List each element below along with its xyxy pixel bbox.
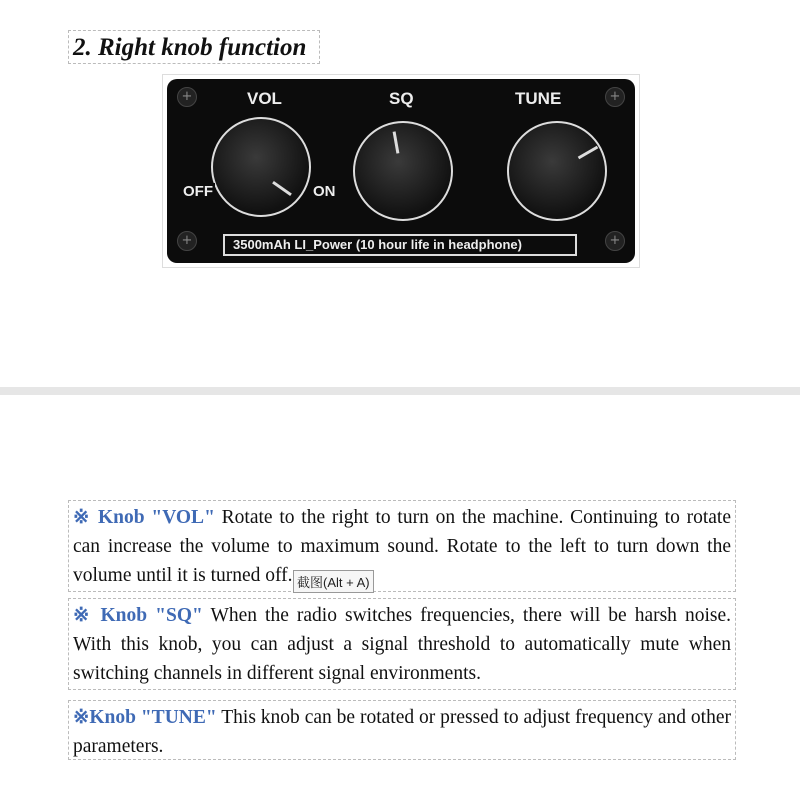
divider xyxy=(0,387,800,395)
device-panel xyxy=(167,79,635,263)
battery-plate: 3500mAh LI_Power (10 hour life in headphone) xyxy=(223,234,577,256)
off-label: OFF xyxy=(183,183,213,200)
vol-keyword: Knob "VOL" xyxy=(98,507,215,528)
screenshot-tooltip: 截图(Alt + A) xyxy=(293,570,374,593)
sq-description: ※ Knob "SQ" When the radio switches frequencies, there will be harsh noise. With this knob, you can adjust a signal threshold to automatically mute when switching channels in different signal environments. xyxy=(68,598,736,690)
sq-keyword: Knob "SQ" xyxy=(100,605,203,626)
sq-knob xyxy=(353,121,453,221)
vol-description: ※ Knob "VOL" Rotate to the right to turn on the machine. Continuing to rotate can increase the volume to maximum sound. Rotate to the left to turn down the volume until it is turned off. xyxy=(68,500,736,592)
tune-keyword: Knob "TUNE" xyxy=(89,707,217,728)
sq-label: SQ xyxy=(389,89,414,108)
tune-knob xyxy=(507,121,607,221)
device-photo xyxy=(162,74,640,268)
screw-icon: + xyxy=(177,87,197,107)
tune-label: TUNE xyxy=(515,89,562,108)
screw-icon: + xyxy=(605,87,625,107)
vol-label: VOL xyxy=(247,89,282,108)
section-title: 2. Right knob function xyxy=(68,30,320,64)
screw-icon: + xyxy=(605,231,625,251)
on-label: ON xyxy=(313,183,336,200)
screw-icon: + xyxy=(177,231,197,251)
tune-description: ※Knob "TUNE" This knob can be rotated or pressed to adjust frequency and other parameters. xyxy=(68,700,736,760)
vol-knob xyxy=(211,117,311,217)
